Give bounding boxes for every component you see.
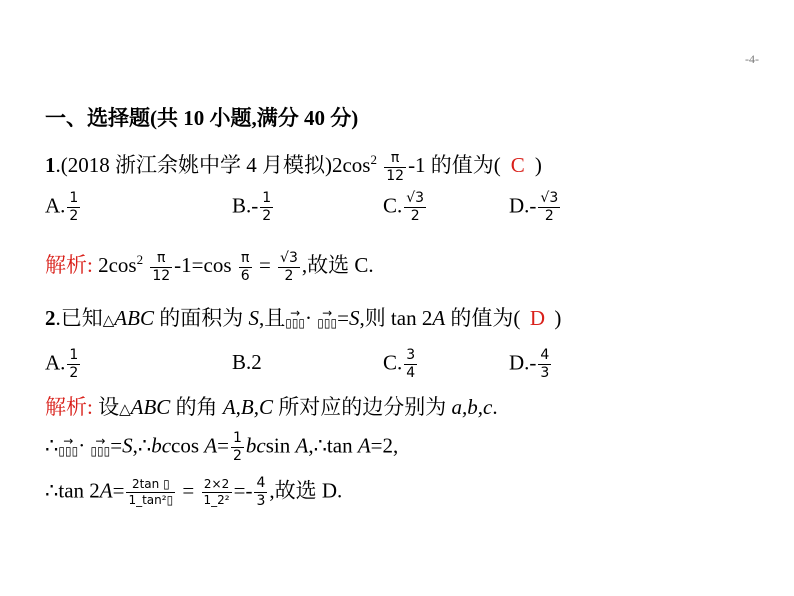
question-2: 2.已知△ABC 的面积为 S,且→ ▯▯▯· → ▯▯▯=S,则 tan 2A 的值为( D ) [45,305,561,335]
solution-2-line-2: ∴→ ▯▯▯· → ▯▯▯=S,∴bccos A= $\frac{1}{2}$ bcsin A,∴tan A=2, [45,430,398,465]
vector-placeholder: → ▯▯▯ [317,305,337,335]
vector-placeholder: → ▯▯▯ [90,433,110,463]
option-d: D.- $\frac{√3}{2}$ [509,190,559,224]
question-number: 1 [45,153,56,177]
solution-2-line-3: ∴tan 2A= $\frac{2\tan ▯}{\text{1\_tan²▯}}$ = $\frac{2\times 2}{\text{1\_2²}}$ =- $\frac{4}{3}$ ,故选 D. [45,475,343,509]
question-number: 2 [45,305,56,330]
answer: C [510,153,525,177]
fraction: $\frac{√3}{2}$ [540,190,559,224]
solution-2-line-1: 解析: 设△ABC 的角 A,B,C 所对应的边分别为 a,b,c. [45,395,498,419]
fraction: $\frac{\pi}{12}$ [152,249,171,284]
option-a: A. $\frac{1}{2}$ [45,190,79,224]
close-paren: ) [534,153,542,177]
section-title: 一、选择题(共 10 小题,满分 40 分) [45,106,359,130]
fraction: $\frac{1}{2}$ [69,347,79,381]
fraction: $\frac{\pi}{6}$ [240,249,250,284]
vector-placeholder: → ▯▯▯ [58,433,78,463]
option-d: D.- $\frac{4}{3}$ [509,347,550,381]
fraction: $\frac{\pi}{12}$ [386,149,405,184]
answer: D [529,305,545,330]
question-tail: -1 的值为( [408,153,501,177]
solution-label: 解析: [45,395,93,419]
option-b: B.2 [232,350,262,374]
option-c: C. $\frac{3}{4}$ [383,347,416,381]
fraction: $\frac{3}{4}$ [406,347,416,381]
fraction: $\frac{√3}{2}$ [280,249,298,284]
vector-placeholder: → ▯▯▯ [285,305,305,335]
option-b: B.- $\frac{1}{2}$ [232,190,272,224]
solution-label: 解析: [45,253,93,277]
option-c: C. $\frac{√3}{2}$ [383,190,425,224]
exponent: 2 [370,152,377,167]
solution-1: 解析: $2\cos^2$ $\frac{\pi}{12}$ -1=cos $\frac{\pi}{6}$ = $\frac{√3}{2}$ ,故选 C. [45,249,374,284]
fraction: $\frac{1}{2}$ [69,190,79,224]
fraction: $\frac{4}{3}$ [540,347,550,381]
question-1 [45,148,542,185]
fraction: $\frac{√3}{2}$ [406,190,425,224]
fraction: $\frac{2\tan ▯}{\text{1\_tan²▯}}$ [128,477,174,507]
fraction: $\frac{4}{3}$ [256,475,266,509]
fraction: $\frac{1}{2}$ [262,190,272,224]
page-number: -4- [745,52,759,66]
fraction: $\frac{2\times 2}{\text{1\_2²}}$ [203,477,230,507]
fraction: $\frac{1}{2}$ [232,430,242,464]
question-text: .(2018 浙江余姚中学 4 月模拟)2cos [55,153,371,177]
option-a: A. $\frac{1}{2}$ [45,347,79,381]
